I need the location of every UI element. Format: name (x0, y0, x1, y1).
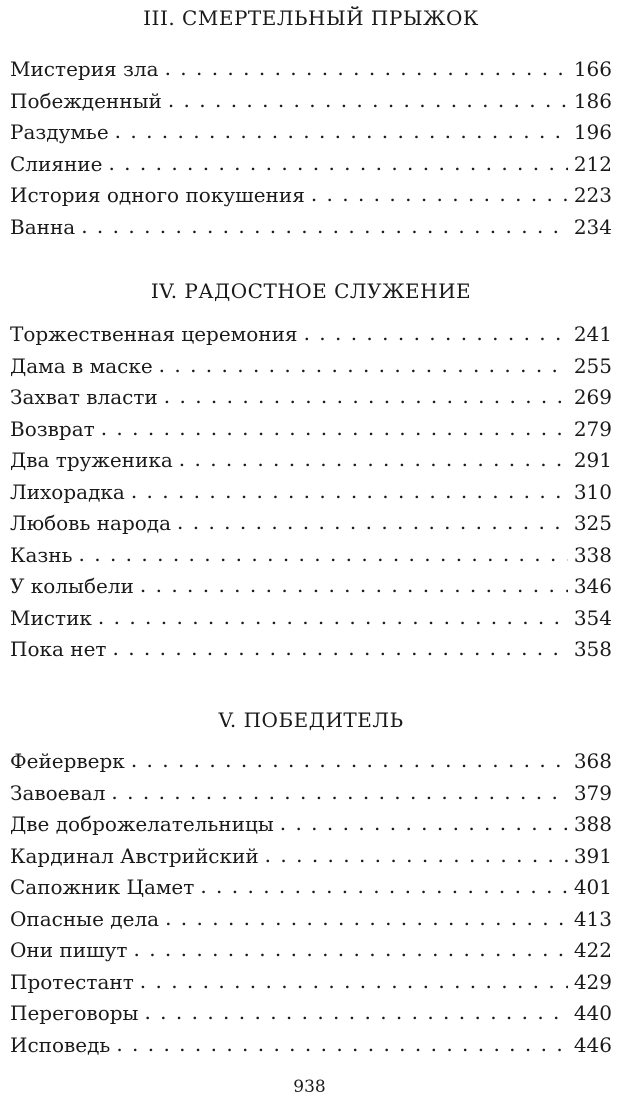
entry-title: Протестант (10, 969, 134, 994)
entry-page-number: 310 (573, 479, 612, 504)
entry-page-number: 446 (573, 1032, 612, 1057)
entry-page-number: 391 (573, 843, 612, 868)
entry-title: Раздумье (10, 120, 109, 144)
entry-page-number: 291 (573, 448, 612, 472)
entry-page-number: 429 (573, 969, 612, 994)
entry-title: Ванна (10, 214, 76, 239)
entry-title: Мистерия зла (10, 57, 159, 81)
toc-entry[interactable] (10, 872, 612, 904)
page-number-footer: 938 (293, 1077, 326, 1097)
entry-page-number: 358 (573, 637, 612, 661)
entry-title: Торжественная церемония (10, 322, 298, 346)
entry-page-number: 338 (573, 542, 612, 567)
toc-entry-list (10, 319, 612, 666)
toc-entry[interactable] (10, 1030, 612, 1062)
toc-entry[interactable] (10, 212, 612, 244)
toc-entry[interactable] (10, 477, 612, 509)
entry-page-number: 368 (573, 749, 612, 773)
toc-entry[interactable] (10, 540, 612, 572)
entry-page-number: 325 (573, 511, 612, 535)
dot-leader (165, 903, 568, 935)
toc-entry[interactable] (10, 54, 612, 86)
entry-title: Фейерверк (10, 749, 125, 773)
dot-leader (131, 476, 568, 508)
toc-entry[interactable] (10, 603, 612, 635)
toc-entry[interactable] (10, 351, 612, 383)
dot-leader (164, 381, 568, 413)
entry-title: Пока нет (10, 637, 107, 661)
entry-page-number: 422 (573, 938, 612, 962)
entry-page-number: 379 (573, 780, 612, 805)
dot-leader (304, 318, 568, 350)
toc-entry[interactable] (10, 809, 612, 841)
entry-title: Дама в маске (10, 353, 153, 378)
entry-title: Возврат (10, 416, 95, 441)
toc-section-4 (10, 279, 612, 661)
dot-leader (113, 633, 568, 665)
dot-leader (116, 1029, 568, 1061)
entry-page-number: 196 (573, 120, 612, 144)
dot-leader (131, 745, 568, 777)
entry-title: История одного покушения (10, 183, 305, 207)
toc-entry[interactable] (10, 86, 612, 118)
entry-page-number: 346 (573, 574, 612, 598)
entry-title: Опасные дела (10, 906, 160, 931)
entry-title: Два труженика (10, 448, 173, 472)
entry-page-number: 440 (573, 1001, 612, 1025)
entry-page-number: 269 (573, 385, 612, 409)
entry-page-number: 223 (573, 183, 612, 207)
dot-leader (168, 85, 568, 117)
dot-leader (179, 444, 568, 476)
entry-title: Любовь народа (10, 511, 172, 535)
entry-title: Побежденный (10, 88, 162, 113)
dot-leader (159, 350, 568, 382)
toc-entry-list (10, 54, 612, 243)
dot-leader (79, 539, 568, 571)
entry-page-number: 401 (573, 875, 612, 899)
dot-leader (177, 507, 568, 539)
toc-entry[interactable] (10, 841, 612, 873)
entry-page-number: 255 (573, 353, 612, 378)
entry-page-number: 388 (573, 812, 612, 836)
entry-page-number: 186 (573, 88, 612, 113)
entry-title: Захват власти (10, 385, 158, 409)
toc-entry[interactable] (10, 935, 612, 967)
dot-leader (311, 179, 568, 211)
entry-page-number: 413 (573, 906, 612, 931)
dot-leader (140, 570, 568, 602)
dot-leader (101, 413, 568, 445)
entry-page-number: 241 (573, 322, 612, 346)
section-heading: V. ПОБЕДИТЕЛЬ (218, 708, 404, 732)
entry-title: Казнь (10, 542, 73, 567)
dot-leader (111, 777, 567, 809)
dot-leader (81, 211, 568, 243)
toc-section-3 (10, 6, 612, 239)
entry-title: Исповедь (10, 1032, 111, 1057)
toc-entry[interactable] (10, 634, 612, 666)
dot-leader (108, 148, 567, 180)
toc-entry[interactable] (10, 746, 612, 778)
dot-leader (200, 871, 567, 903)
dot-leader (115, 116, 568, 148)
toc-entry[interactable] (10, 117, 612, 149)
entry-title: Мистик (10, 605, 92, 630)
toc-entry[interactable] (10, 508, 612, 540)
entry-title: Кардинал Австрийский (10, 843, 259, 868)
toc-entry[interactable] (10, 319, 612, 351)
toc-entry[interactable] (10, 414, 612, 446)
entry-title: Две доброжелательницы (10, 812, 274, 836)
section-heading: III. СМЕРТЕЛЬНЫЙ ПРЫЖОК (143, 6, 479, 30)
toc-entry[interactable] (10, 904, 612, 936)
section-heading: IV. РАДОСТНОЕ СЛУЖЕНИЕ (150, 279, 472, 303)
entry-page-number: 234 (573, 214, 612, 239)
dot-leader (98, 602, 568, 634)
dot-leader (165, 53, 568, 85)
dot-leader (134, 934, 568, 966)
entry-title: У колыбели (10, 574, 134, 598)
entry-page-number: 279 (573, 416, 612, 441)
toc-entry[interactable] (10, 445, 612, 477)
toc-section-5 (10, 708, 612, 1057)
entry-title: Они пишут (10, 938, 128, 962)
toc-entry[interactable] (10, 180, 612, 212)
entry-title: Слияние (10, 151, 103, 176)
toc-entry-list (10, 746, 612, 1061)
toc-entry[interactable] (10, 998, 612, 1030)
entry-title: Лихорадка (10, 479, 125, 504)
toc-entry[interactable] (10, 149, 612, 181)
toc-entry[interactable] (10, 382, 612, 414)
toc-entry[interactable] (10, 571, 612, 603)
entry-page-number: 166 (573, 57, 612, 81)
entry-title: Завоевал (10, 780, 106, 805)
entry-page-number: 212 (573, 151, 612, 176)
entry-title: Переговоры (10, 1001, 139, 1025)
toc-entry[interactable] (10, 967, 612, 999)
entry-page-number: 354 (573, 605, 612, 630)
dot-leader (280, 808, 568, 840)
dot-leader (140, 966, 568, 998)
dot-leader (144, 997, 567, 1029)
table-of-contents-page (10, 0, 612, 1112)
entry-title: Сапожник Цамет (10, 875, 195, 899)
dot-leader (265, 840, 568, 872)
toc-entry[interactable] (10, 778, 612, 810)
